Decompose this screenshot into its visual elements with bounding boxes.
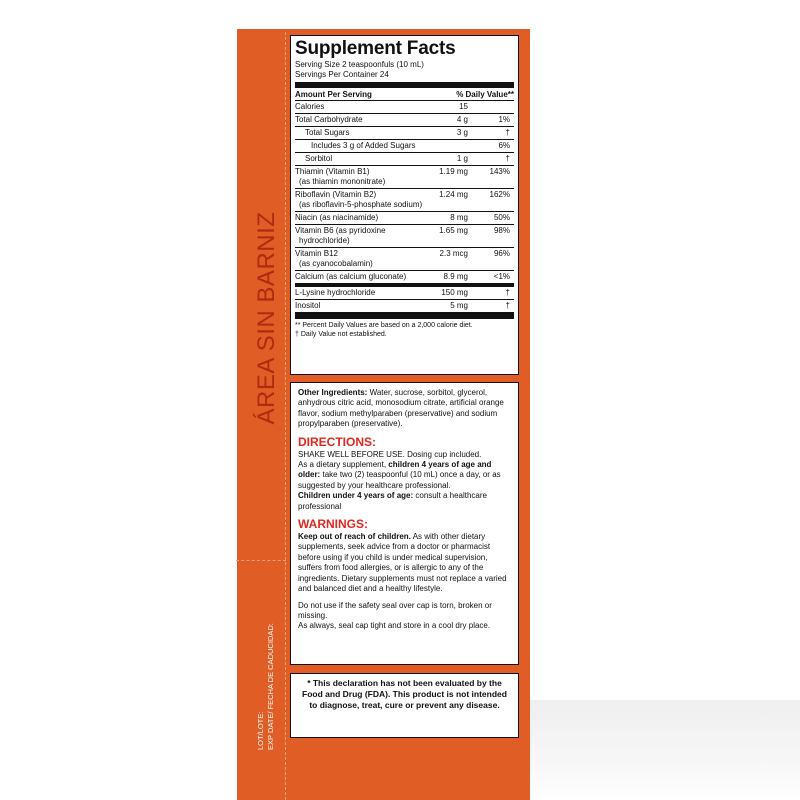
nutrient-amount: 4 g: [456, 115, 468, 124]
nutrient-name: Sorbitol: [305, 154, 333, 163]
facts-header: [295, 89, 514, 101]
nutrient-row: [295, 212, 514, 225]
nutrient-name: Calcium (as calcium gluconate): [295, 272, 407, 281]
nutrient-daily-value: 50%: [493, 213, 510, 222]
nutrient-amount: 1.24 mg: [439, 190, 468, 199]
daily-value-label: % Daily Value**: [456, 90, 514, 99]
servings-per-container: Servings Per Container 24: [295, 70, 389, 79]
nutrient-amount: 3 g: [456, 128, 468, 137]
nutrient-amount: 150 mg: [441, 288, 468, 297]
nutrient-source: (as cyanocobalamin): [299, 259, 373, 268]
other-ingredients: Other Ingredients: Water, sucrose, sorbitol, glycerol, anhydrous citric acid, monosodium citrate, artificial orange flavor, sodium methylparaben (preservative) and sodium propylparaben (preservative).: [298, 388, 504, 429]
nutrient-daily-value: <1%: [493, 272, 510, 281]
nutrient-amount: 1.19 mg: [439, 167, 468, 176]
nutrient-row: [295, 189, 514, 212]
facts-title: Supplement Facts: [295, 38, 456, 59]
amount-per-serving-label: Amount Per Serving: [295, 90, 372, 99]
thick-rule-bottom: [295, 313, 514, 319]
nutrient-daily-value: †: [505, 154, 510, 163]
warnings-paragraph-2: Do not use if the safety seal over cap is torn, broken or missing.: [298, 600, 492, 620]
unvarnished-area-label: ÁREA SIN BARNIZ: [253, 211, 280, 425]
nutrient-name: Riboflavin (Vitamin B2): [295, 190, 377, 199]
nutrient-source: (as thiamin mononitrate): [299, 177, 386, 186]
nutrient-amount: 1.65 mg: [439, 226, 468, 235]
fda-disclaimer: * This declaration has not been evaluated by the Food and Drug (FDA). This product is not intended to diagnose, treat, cure or prevent any disease.: [290, 673, 519, 738]
nutrient-row: [295, 225, 514, 248]
nutrient-name: Total Sugars: [305, 128, 350, 137]
nutrient-daily-value: [468, 102, 514, 112]
directions-heading: DIRECTIONS:: [298, 434, 376, 449]
nutrient-row: [295, 300, 514, 313]
nutrient-amount: 8.9 mg: [443, 272, 468, 281]
nutrient-row: [295, 271, 514, 284]
nutrient-row: [295, 114, 514, 127]
nutrient-name: Vitamin B6 (as pyridoxine: [295, 226, 386, 235]
nutrient-source: (as riboflavin-5-phosphate sodium): [299, 200, 423, 209]
exp-date-label: EXP DATE/ FECHA DE CADUCIDAD:: [266, 623, 275, 750]
nutrient-daily-value: 6%: [498, 141, 510, 150]
nutrient-daily-value: †: [505, 301, 510, 310]
nutrient-row: [295, 140, 514, 153]
directions-line-3: Children under 4 years of age: consult a healthcare professional: [298, 491, 487, 511]
nutrient-row: [295, 153, 514, 166]
serving-size: Serving Size 2 teaspoonfuls (10 mL): [295, 60, 424, 69]
nutrient-amount: 5 mg: [450, 301, 468, 310]
nutrient-row: [295, 101, 514, 114]
nutrient-amount: 2.3 mcg: [439, 249, 468, 258]
thick-rule: [295, 82, 514, 88]
nutrient-name: Thiamin (Vitamin B1): [295, 167, 370, 176]
box-shadow: [530, 700, 800, 800]
facts-rows: [295, 101, 514, 319]
nutrient-name: L-Lysine hydrochloride: [295, 288, 376, 297]
panel-divider: [236, 560, 286, 561]
warnings-paragraph-3: As always, seal cap tight and store in a cool dry place.: [298, 621, 491, 631]
nutrient-name: Niacin (as niacinamide): [295, 213, 379, 222]
directions-line-2: As a dietary supplement, children 4 years of age and older: take two (2) teaspoonful (10 mL) once a day, or as suggested by your healthcare professional.: [298, 460, 501, 490]
nutrient-daily-value: †: [505, 128, 510, 137]
nutrient-amount: 8 mg: [450, 213, 468, 222]
nutrient-amount: 15: [459, 102, 468, 111]
nutrient-daily-value: 1%: [498, 115, 510, 124]
nutrient-amount: [418, 141, 468, 151]
nutrient-source: hydrochloride): [299, 236, 350, 245]
nutrient-name: Total Carbohydrate: [295, 115, 363, 124]
directions-line-1: SHAKE WELL BEFORE USE. Dosing cup included.: [298, 449, 482, 459]
nutrient-daily-value: 96%: [493, 249, 510, 258]
nutrient-daily-value: 143%: [489, 167, 510, 176]
footnote-not-established: † Daily Value not established.: [295, 331, 387, 338]
warnings-paragraph-1: Keep out of reach of children. As with other dietary supplements, seek advice from a doctor or pharmacist before using if you child is under medical supervision, suffers from food allergies, or is allergic to any of the ingredients. Dietary supplements must not replace a varied and balanced diet and a healthy lifestyle.: [298, 532, 507, 594]
footnote-dv: ** Percent Daily Values are based on a 2,000 calorie diet.: [295, 322, 473, 329]
ingredients-directions-panel: [290, 382, 519, 665]
nutrient-name: Inositol: [295, 301, 321, 310]
nutrient-name: Includes 3 g of Added Sugars: [311, 141, 416, 150]
nutrient-row: [295, 248, 514, 271]
lot-label: LOT/LOTE:: [256, 711, 265, 750]
nutrient-amount: 1 g: [456, 154, 468, 163]
nutrient-daily-value: 162%: [489, 190, 510, 199]
nutrient-row: [295, 127, 514, 140]
lot-exp-area: [252, 610, 282, 750]
nutrient-name: Vitamin B12: [295, 249, 338, 258]
nutrient-daily-value: 98%: [493, 226, 510, 235]
nutrient-row: [295, 166, 514, 189]
nutrient-daily-value: †: [505, 288, 510, 297]
nutrient-row: [295, 287, 514, 300]
nutrient-name: Calories: [295, 102, 325, 111]
warnings-heading: WARNINGS:: [298, 517, 368, 532]
supplement-facts-panel: [290, 35, 519, 375]
